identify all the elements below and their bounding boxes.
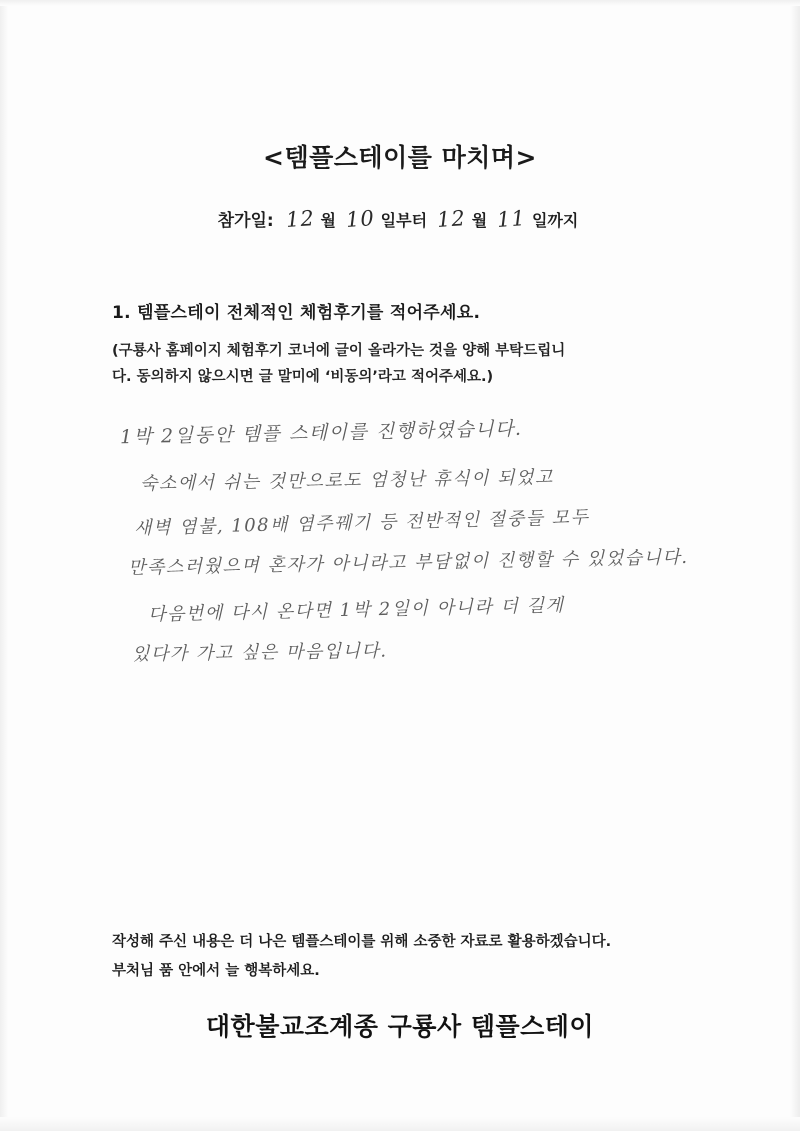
footer-note-line-2: 부처님 품 안에서 늘 행복하세요. [112,963,320,979]
scan-edge-top [0,0,800,6]
question-1-note-line-2: 다. 동의하지 않으시면 글 말미에 ‘비동의’라고 적어주세요.) [112,369,494,385]
handwritten-line-5: 다음번에 다시 온다면 1박 2일이 아니라 더 길게 [147,595,565,626]
start-day-unit: 일부터 [380,211,428,230]
handwritten-line-4: 만족스러웠으며 혼자가 아니라고 부담없이 진행할 수 있었습니다. [127,547,689,580]
handwritten-line-2: 숙소에서 쉬는 것만으로도 엄청난 휴식이 되었고 [139,466,555,495]
scan-edge-bottom [0,1117,800,1131]
handwritten-line-1: 1박 2일동안 템플 스테이를 진행하였습니다. [119,417,523,449]
end-month-value: 12 [436,206,467,232]
handwritten-line-6: 있다가 가고 싶은 마음입니다. [131,640,388,666]
question-1-note [112,338,692,390]
end-day-value: 11 [496,206,527,232]
question-1-note-line-1: (구룡사 홈페이지 체험후기 코너에 글이 올라가는 것을 양해 부탁드립니 [112,343,566,359]
participation-date-label: 참가일: [217,211,274,231]
question-1-text: 1. 템플스테이 전체적인 체험후기를 적어주세요. [112,303,481,323]
end-day-unit: 일까지 [531,211,579,230]
handwritten-answer-block [112,415,712,666]
end-month-unit: 월 [471,211,488,230]
footer-note [112,928,712,986]
start-month-value: 12 [284,206,316,232]
start-month-unit: 월 [320,211,336,230]
footer-note-line-1: 작성해 주신 내용은 더 나은 템플스테이를 위해 소중한 자료로 활용하겠습니다. [112,934,612,950]
start-day-value: 10 [345,206,376,232]
participation-date-row [0,206,800,231]
handwritten-line-3: 새벽 염불, 108배 염주꿰기 등 전반적인 절중들 모두 [133,506,590,539]
organization-name: 대한불교조계종 구룡사 템플스테이 [205,1012,595,1041]
document-title: <템플스테이를 마치며> [263,143,537,172]
